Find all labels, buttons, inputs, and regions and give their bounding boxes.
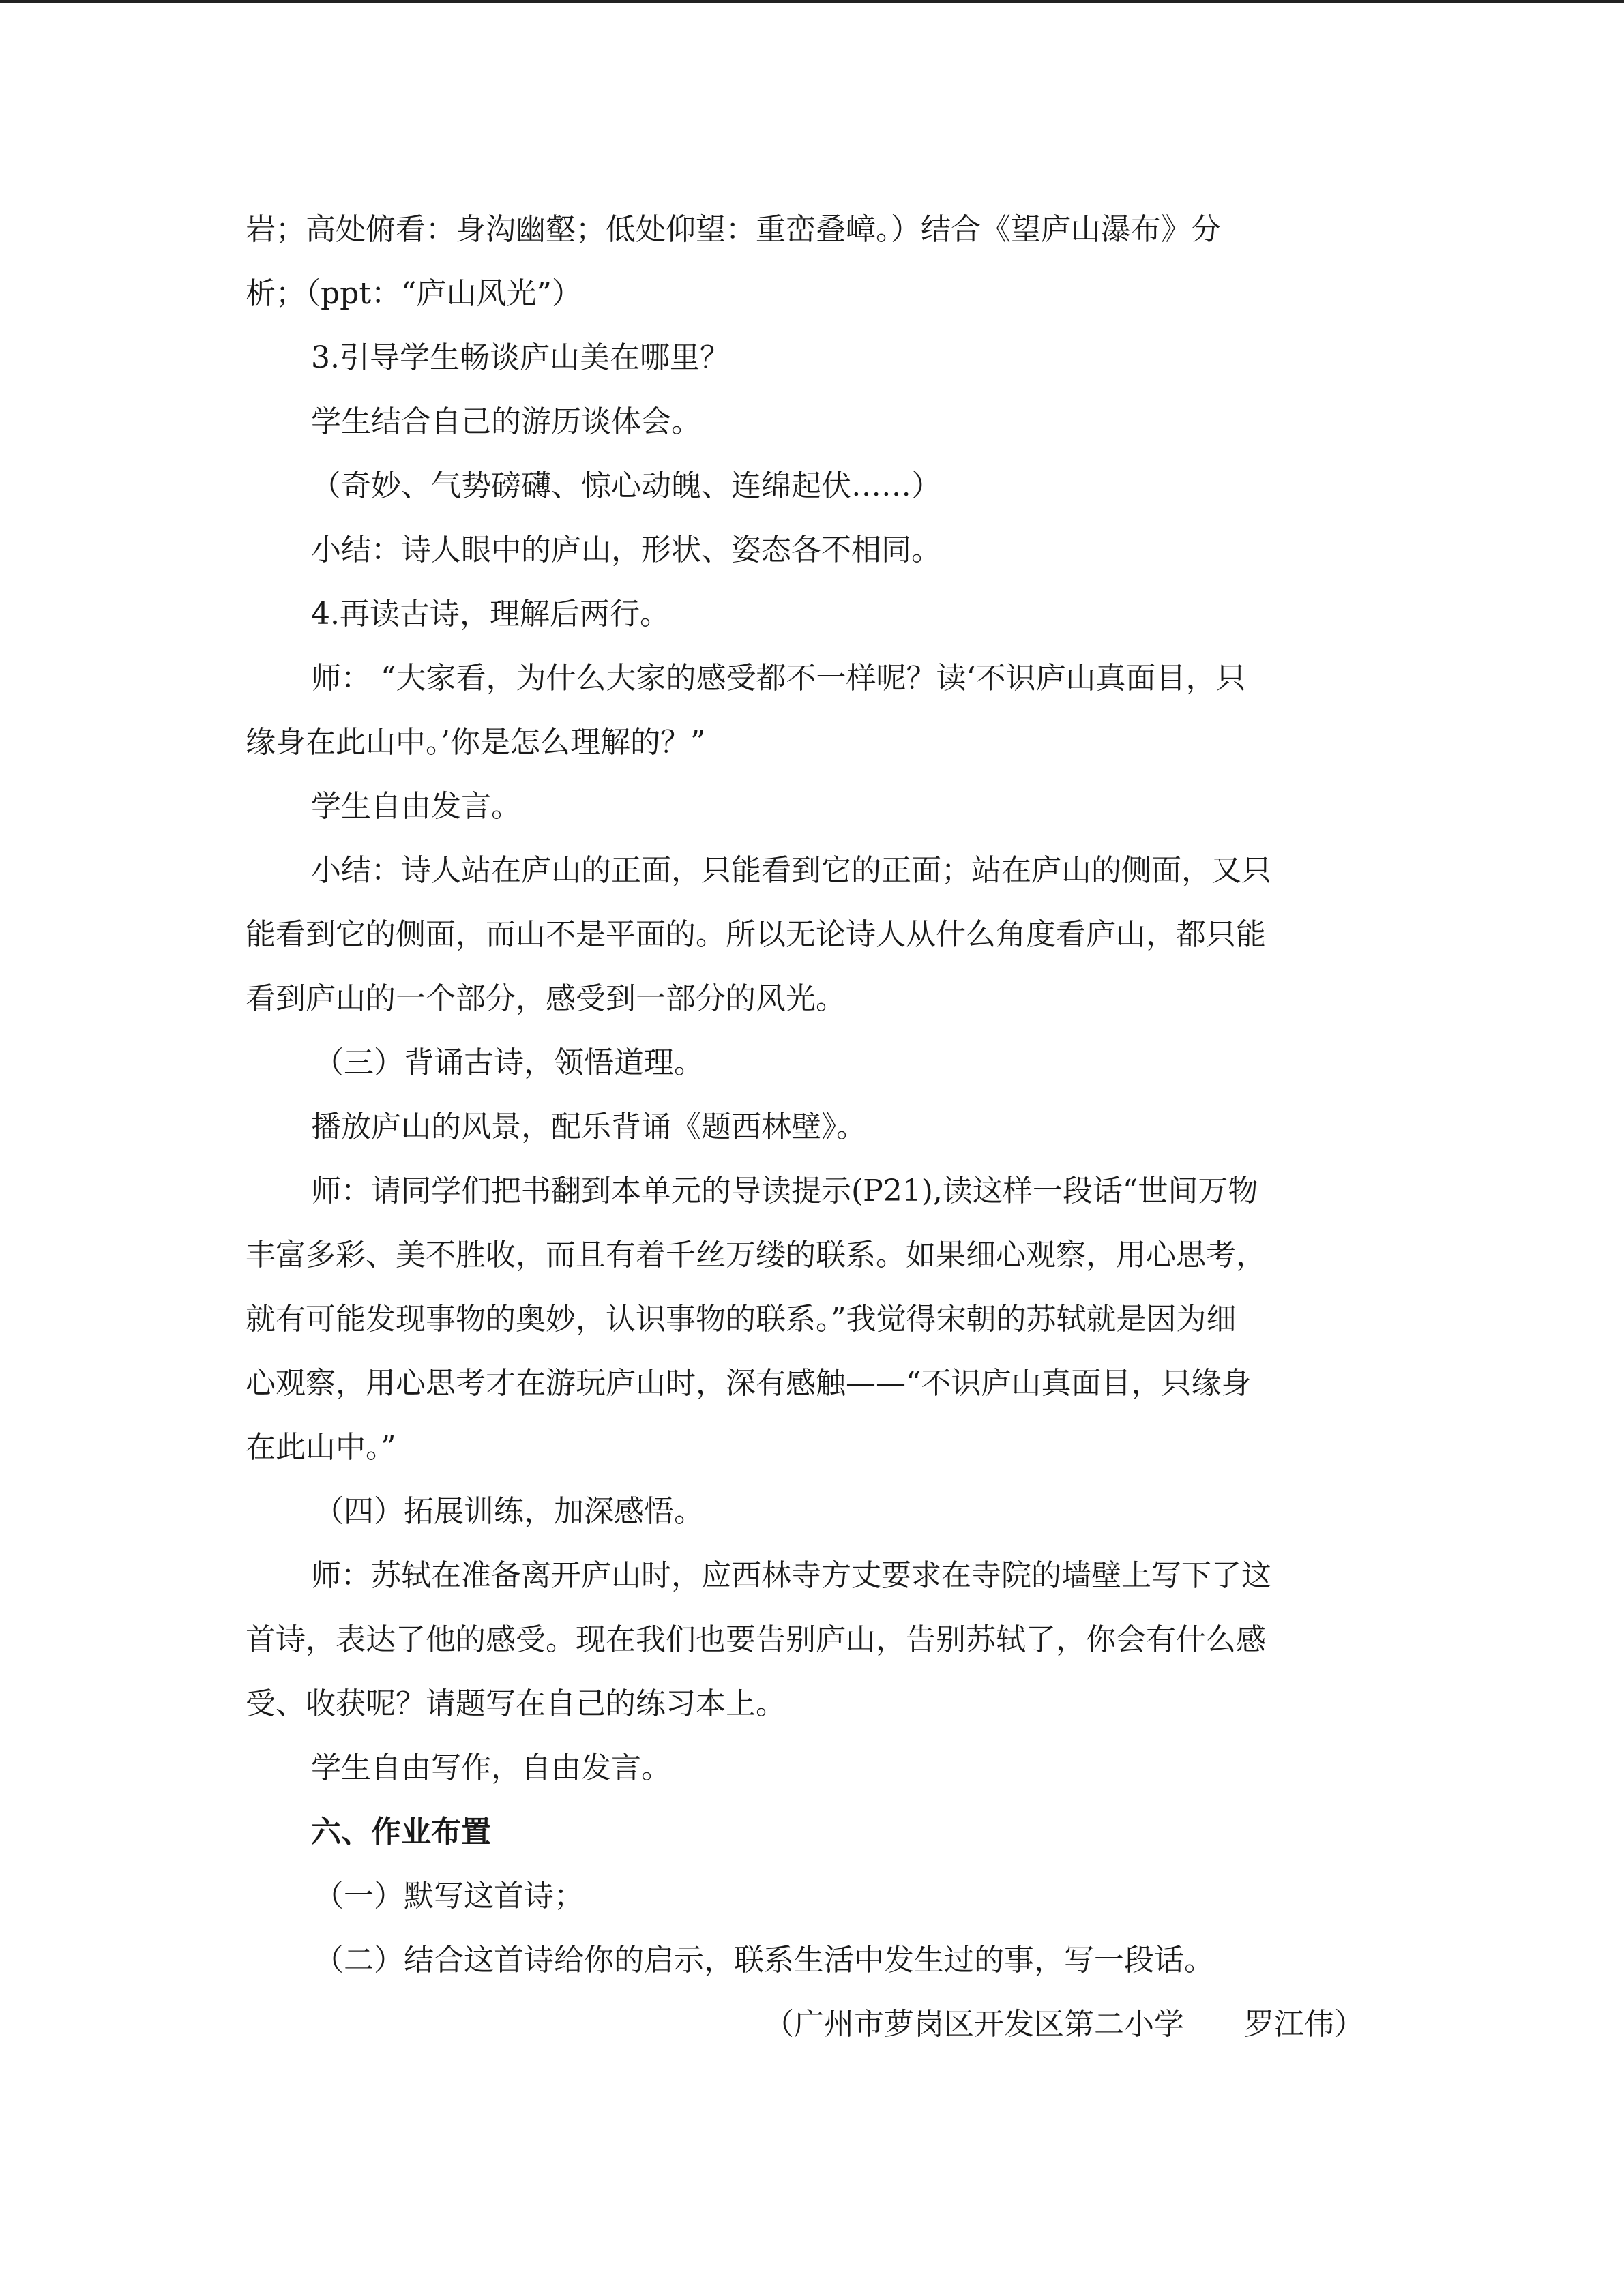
paragraph-line: 播放庐山的风景，配乐背诵《题西林壁》。	[311, 1109, 866, 1144]
paragraph-line: 丰富多彩、美不胜收，而且有着千丝万缕的联系。如果细心观察，用心思考，	[246, 1238, 1266, 1272]
paragraph-line: 师：苏轼在准备离开庐山时，应西林寺方丈要求在寺院的墙壁上写下了这	[311, 1558, 1271, 1593]
paragraph-line: 能看到它的侧面，而山不是平面的。所以无论诗人从什么角度看庐山，都只能	[246, 917, 1266, 952]
paragraph-line: 学生自由写作，自由发言。	[311, 1750, 671, 1785]
paragraph-line: 师：请同学们把书翻到本单元的导读提示(P21),读这样一段话“世间万物	[311, 1174, 1258, 1208]
paragraph-line: 心观察，用心思考才在游玩庐山时，深有感触——“不识庐山真面目，只缘身	[246, 1366, 1252, 1401]
paragraph-line: 受、收获呢？请题写在自己的练习本上。	[246, 1686, 786, 1721]
document-body	[246, 198, 1378, 2057]
paragraph-line: 在此山中。”	[246, 1430, 396, 1465]
page-top-border	[0, 0, 1624, 3]
section-heading: （四）拓展训练，加深感悟。	[314, 1494, 704, 1529]
paragraph-line: （奇妙、气势磅礴、惊心动魄、连绵起伏……）	[311, 468, 941, 503]
paragraph-line: 看到庐山的一个部分，感受到一部分的风光。	[246, 981, 846, 1016]
step-heading: 4.再读古诗，理解后两行。	[311, 597, 670, 631]
paragraph-line: 学生结合自己的游历谈体会。	[311, 404, 701, 439]
section-heading: （三）背诵古诗，领悟道理。	[314, 1045, 704, 1080]
paragraph-line: 就有可能发现事物的奥妙，认识事物的联系。”我觉得宋朝的苏轼就是因为细	[246, 1302, 1237, 1337]
summary-line: 小结：诗人站在庐山的正面，只能看到它的正面；站在庐山的侧面，又只	[311, 853, 1271, 888]
homework-item: （二）结合这首诗给你的启示，联系生活中发生过的事，写一段话。	[314, 1943, 1214, 1978]
paragraph-line: 岩；高处俯看：身沟幽壑；低处仰望：重峦叠嶂。）结合《望庐山瀑布》分	[246, 212, 1221, 247]
paragraph-line: 析；（ppt：“庐山风光”）	[246, 276, 582, 311]
author-signature: （广州市萝岗区开发区第二小学 罗江伟）	[764, 2007, 1364, 2042]
step-heading: 3.引导学生畅谈庐山美在哪里？	[311, 340, 730, 375]
paragraph-line: 师： “大家看，为什么大家的感受都不一样呢？读‘不识庐山真面目，只	[311, 661, 1246, 696]
paragraph-line: 缘身在此山中。’你是怎么理解的？”	[246, 725, 706, 760]
homework-heading: 六、作业布置	[311, 1815, 491, 1849]
paragraph-line: 首诗，表达了他的感受。现在我们也要告别庐山，告别苏轼了，你会有什么感	[246, 1622, 1266, 1657]
homework-item: （一）默写这首诗；	[314, 1879, 584, 1913]
summary-line: 小结：诗人眼中的庐山，形状、姿态各不相同。	[311, 533, 941, 567]
paragraph-line: 学生自由发言。	[311, 789, 521, 824]
